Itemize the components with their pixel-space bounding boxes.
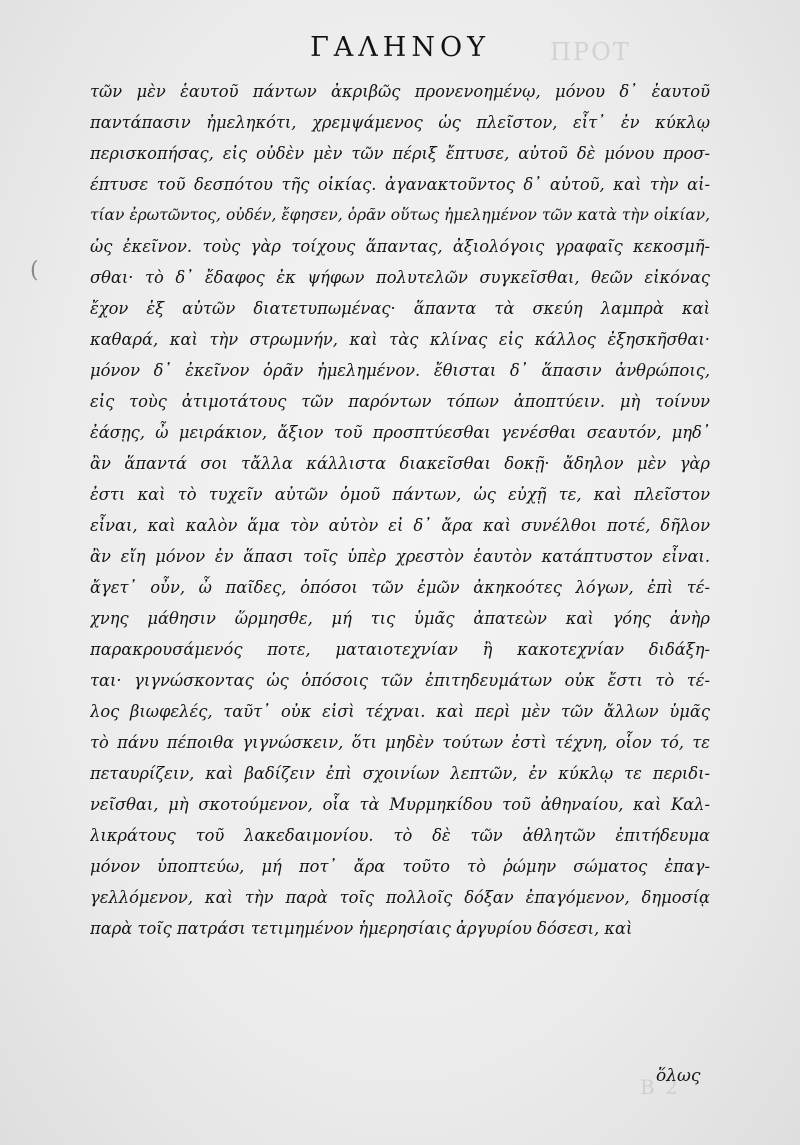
text-line: ἂν ἅπαντά σοι τἄλλα κάλλιστα διακεῖσθαι δοκῇ· ἄδηλον μὲν γὰρ xyxy=(90,454,710,473)
text-line: ται· γιγνώσκοντας ὡς ὁπόσοις τῶν ἐπιτηδευμάτων οὐκ ἔστι τὸ τέ- xyxy=(90,671,710,690)
text-line: έπτυσε τοῦ δεσπότου τῆς οἰκίας. ἀγανακτοῦντος δ᾽ αὐτοῦ, καὶ τὴν αἰ- xyxy=(90,175,710,194)
bleed-through-top: ΠΡΟΤ xyxy=(550,38,631,66)
text-line: καθαρά, καὶ τὴν στρωμνήν, καὶ τὰς κλίνας εἰς κάλλος ἐξησκῆσθαι· xyxy=(90,330,710,349)
text-line: παρὰ τοῖς πατράσι τετιμημένον ἡμερησίαις ἀργυρίου δόσεσι, καὶ xyxy=(90,919,633,938)
text-line: νεῖσθαι, μὴ σκοτούμενον, οἷα τὰ Μυρμηκίδου τοῦ ἀθηναίου, καὶ Καλ- xyxy=(90,795,710,814)
margin-mark: ( xyxy=(30,258,39,283)
text-line: σθαι· τὸ δ᾽ ἔδαφος ἐκ ψήφων πολυτελῶν συγκεῖσθαι, θεῶν εἰκόνας xyxy=(90,268,710,287)
catchword: ὅλως xyxy=(656,1066,701,1086)
text-line: ἐστι καὶ τὸ τυχεῖν αὐτῶν ὁμοῦ πάντων, ὡς εὐχῇ τε, καὶ πλεῖστον xyxy=(90,485,710,504)
text-line: μόνον δ᾽ ἐκεῖνον ὁρᾶν ἠμελημένον. ἔθισται δ᾽ ἅπασιν ἀνθρώποις, xyxy=(90,361,710,380)
text-line: μόνον ὑποπτεύω, μή ποτ᾽ ἄρα τοῦτο τὸ ῥώμην σώματος ἐπαγ- xyxy=(90,857,710,876)
text-line: ὡς ἐκεῖνον. τοὺς γὰρ τοίχους ἅπαντας, ἀξιολόγοις γραφαῖς κεκοσμῆ- xyxy=(90,237,710,256)
text-line: πεταυρίζειν, καὶ βαδίζειν ἐπὶ σχοινίων λεπτῶν, ἐν κύκλῳ τε περιδι- xyxy=(90,764,710,783)
text-line: παντάπασιν ἠμεληκότι, χρεμψάμενος ὡς πλεῖστον, εἶτ᾽ ἐν κύκλῳ xyxy=(90,113,710,132)
text-line: τῶν μὲν ἑαυτοῦ πάντων ἀκριβῶς προνενοημένῳ, μόνου δ᾽ ἑαυτοῦ xyxy=(90,82,710,101)
text-line: ἔχον ἐξ αὐτῶν διατετυπωμένας· ἅπαντα τὰ σκεύη λαμπρὰ καὶ xyxy=(90,299,710,318)
bleed-through-bottom: B 2 xyxy=(640,1075,680,1099)
text-line: εἰς τοὺς ἀτιμοτάτους τῶν παρόντων τόπων ἀποπτύειν. μὴ τοίνυν xyxy=(90,392,710,411)
text-line: λικράτους τοῦ λακεδαιμονίου. τὸ δὲ τῶν ἀθλητῶν ἐπιτήδευμα xyxy=(90,826,710,845)
text-line: λος βιωφελές, ταῦτ᾽ οὐκ εἰσὶ τέχναι. καὶ περὶ μὲν τῶν ἄλλων ὑμᾶς xyxy=(90,702,710,721)
text-line: ἂν εἴη μόνον ἐν ἅπασι τοῖς ὑπὲρ χρεστὸν ἑαυτὸν κατάπτυστον εἶναι. xyxy=(90,547,710,566)
text-line: εἶναι, καὶ καλὸν ἅμα τὸν αὐτὸν εἰ δ᾽ ἄρα καὶ συνέλθοι ποτέ, δῆλον xyxy=(90,516,710,535)
text-line: περισκοπήσας, εἰς οὐδὲν μὲν τῶν πέριξ ἔπτυσε, αὐτοῦ δὲ μόνου προσ- xyxy=(90,144,710,163)
text-line: γελλόμενον, καὶ τὴν παρὰ τοῖς πολλοῖς δόξαν ἐπαγόμενον, δημοσίᾳ xyxy=(90,888,710,907)
text-line: τίαν ἐρωτῶντος, οὐδέν, ἔφησεν, ὁρᾶν οὕτως ἠμελημένον τῶν κατὰ τὴν οἰκίαν, xyxy=(90,206,710,224)
text-line: ἐάσῃς, ὦ μειράκιον, ἄξιον τοῦ προσπτύεσθαι γενέσθαι σεαυτόν, μηδ᾽ xyxy=(90,423,710,442)
text-line: ἄγετ᾽ οὖν, ὦ παῖδες, ὁπόσοι τῶν ἐμῶν ἀκηκοότες λόγων, ἐπὶ τέ- xyxy=(90,578,710,597)
body-text xyxy=(90,76,710,944)
running-title: ΓΑΛΗΝΟΥ xyxy=(310,32,490,63)
text-line: παρακρουσάμενός ποτε, ματαιοτεχνίαν ἢ κακοτεχνίαν διδάξη- xyxy=(90,640,710,659)
text-line: χνης μάθησιν ὥρμησθε, μή τις ὑμᾶς ἀπατεὼν καὶ γόης ἀνὴρ xyxy=(90,609,710,628)
text-line: τὸ πάνυ πέποιθα γιγνώσκειν, ὅτι μηδὲν τούτων ἐστὶ τέχνη, οἷον τό, τε xyxy=(90,733,710,752)
